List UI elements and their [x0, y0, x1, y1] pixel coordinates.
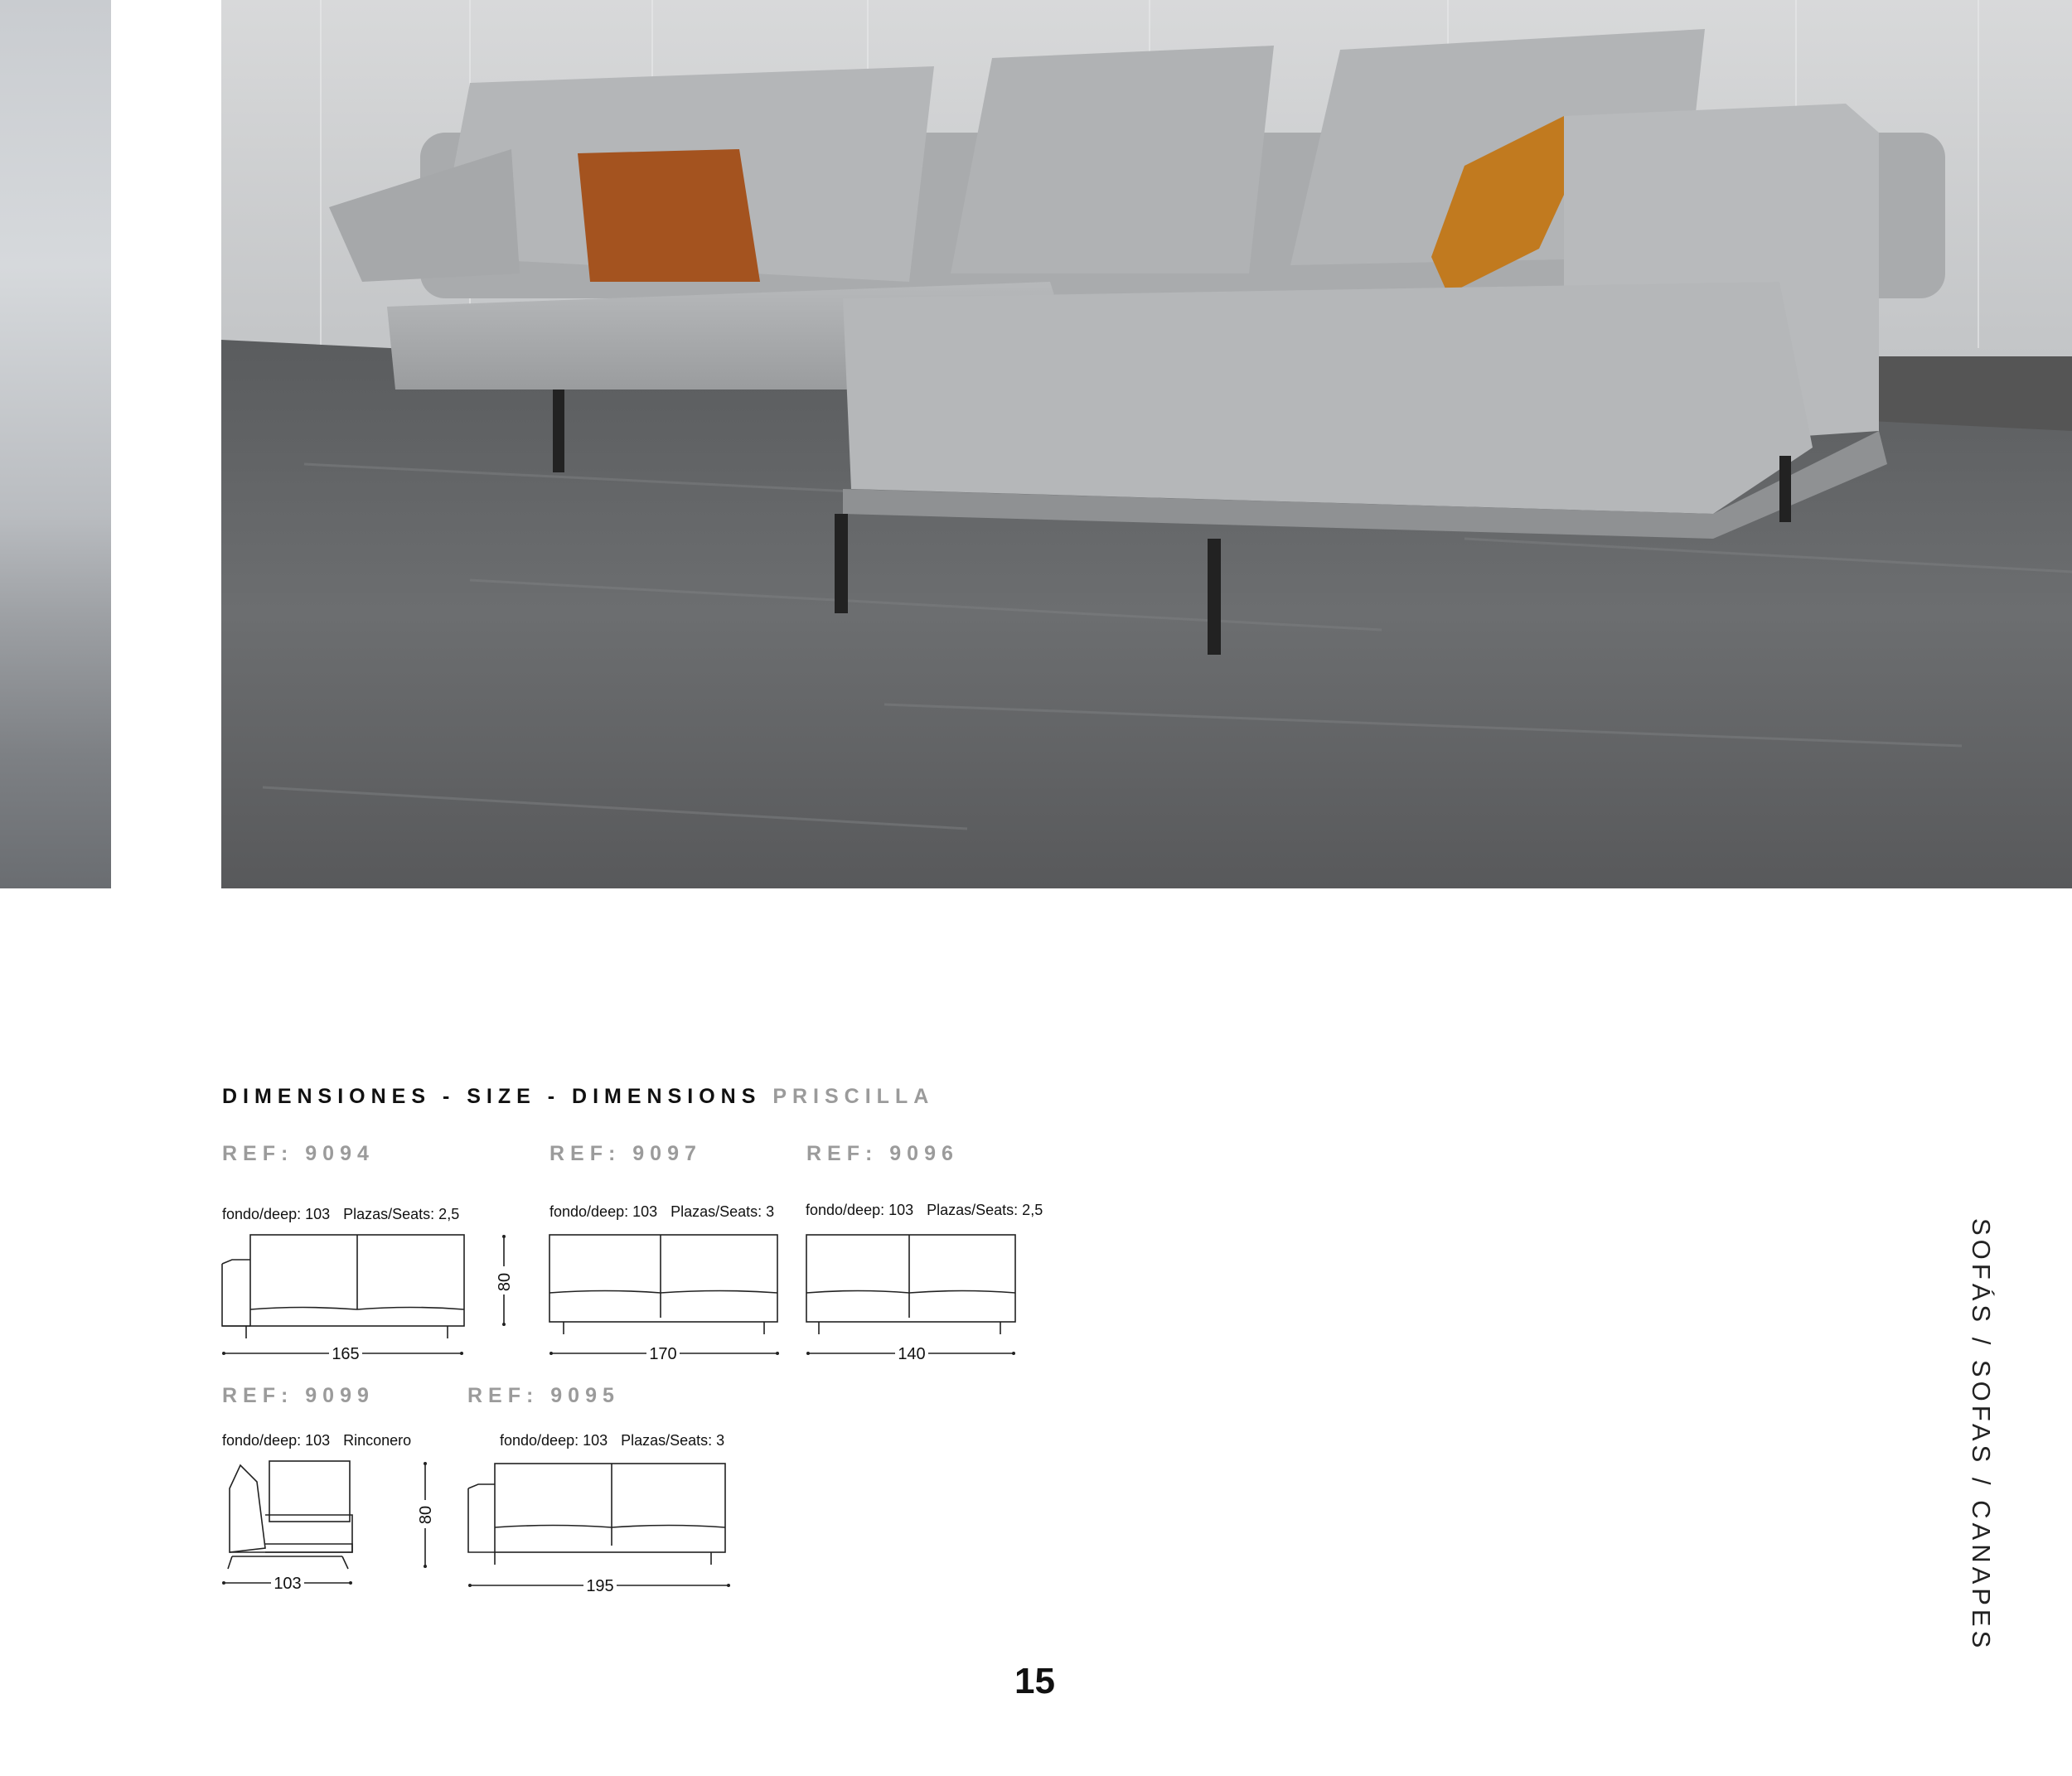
seats-text: Plazas/Seats: 3: [621, 1432, 725, 1449]
ref-9096-drawing: [804, 1231, 1019, 1367]
fondo-text: fondo/deep: 103: [549, 1203, 658, 1220]
ref-9094-label: REF: 9094: [222, 1142, 375, 1165]
fondo-text: fondo/deep: 103: [806, 1202, 914, 1218]
ref-9099-label: REF: 9099: [222, 1384, 375, 1407]
ref-9097-label: REF: 9097: [549, 1142, 702, 1165]
model-name: PRISCILLA: [772, 1085, 935, 1108]
seats-text: Plazas/Seats: 3: [670, 1203, 775, 1220]
ref-9095-drawing: [466, 1457, 739, 1598]
fondo-text: fondo/deep: 103: [222, 1432, 331, 1449]
dimensions-title: DIMENSIONES - SIZE - DIMENSIONS: [222, 1085, 762, 1108]
ref-9094-spec: [222, 1206, 459, 1223]
ref-9094-height: 80: [496, 1272, 514, 1292]
type-text: Rinconero: [343, 1432, 412, 1449]
ref-9097-spec: [549, 1203, 774, 1221]
category-side-label: [1948, 1218, 2031, 1674]
ref-9096-label: REF: 9096: [806, 1142, 959, 1165]
page-number: 15: [1014, 1661, 1055, 1701]
ref-9096-spec: [806, 1202, 1043, 1219]
sofa-photo: [221, 0, 2072, 888]
ref-9099-drawing: [220, 1457, 435, 1598]
dimensions-heading: [222, 1085, 934, 1109]
seats-text: Plazas/Seats: 2,5: [343, 1206, 460, 1222]
ref-9097-drawing: [547, 1231, 787, 1367]
ref-9099-spec: [222, 1432, 411, 1449]
ref-9094-drawing: [220, 1231, 518, 1367]
ref-9095-label: REF: 9095: [467, 1384, 620, 1407]
photo-left-cropped: [0, 0, 111, 888]
ref-9095-spec: [500, 1432, 724, 1449]
ref-9099-width: 103: [274, 1575, 302, 1593]
ref-9094-width: 165: [332, 1345, 360, 1363]
ref-9095-width: 195: [586, 1577, 614, 1595]
fondo-text: fondo/deep: 103: [500, 1432, 608, 1449]
side-label-text: SOFÁS / SOFAS / CANAPES: [1967, 1218, 1996, 1653]
ref-9099-height: 80: [417, 1505, 435, 1525]
ref-9097-width: 170: [649, 1345, 677, 1363]
fondo-text: fondo/deep: 103: [222, 1206, 331, 1222]
ref-9096-width: 140: [898, 1345, 926, 1363]
seats-text: Plazas/Seats: 2,5: [927, 1202, 1043, 1218]
